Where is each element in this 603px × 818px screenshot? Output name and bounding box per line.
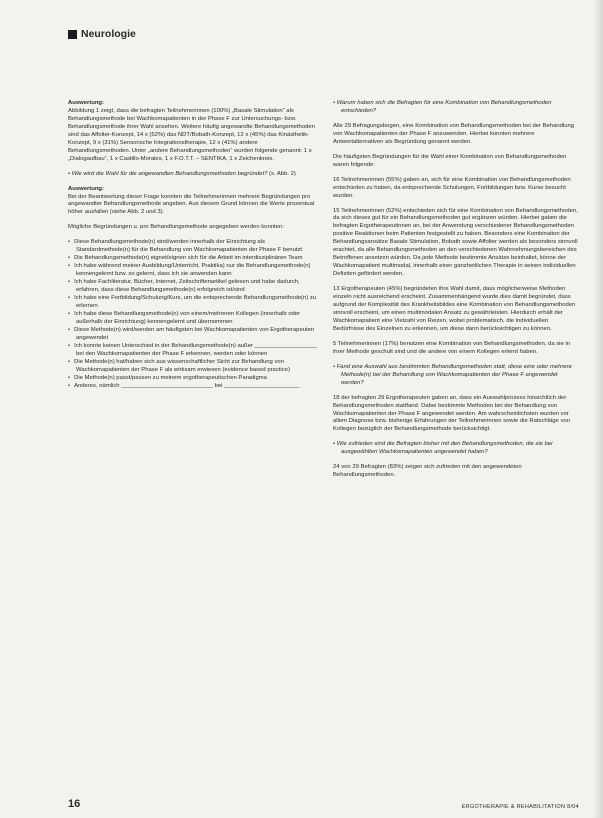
list-item: • Ich habe während meiner Ausbildung/Unterricht, Praktika) nur die Behandlungsmethode(n) kennengelernt bzw. so gelernt, dass ich sie anwenden kann xyxy=(68,263,320,279)
list-item: • Ich konnte keinen Unterschied in der Behandlungsmethode(n) außer ___________________ bei den Wachkomapatienten der Phase F erkennen, werden oder können xyxy=(68,343,320,359)
paragraph: 5 Teilnehmerinnen (17%) benutzen eine Kombination von Behandlungsmethoden, da sie in ihrer Methode geschult sind und die andere von einem Kollegen erlernt haben. xyxy=(333,340,570,355)
paragraph: Alle 29 Befragungsbogen, eine Kombination von Behandlungsmethoden bei der Behandlung von Wachkomapatienten der Phase F anzuwenden. Hierbei konnten mehrere Antwortalternativen als Begründung genannt werden. xyxy=(333,122,575,145)
paragraph: 24 von 29 Befragten (83%) zeigen sich zufrieden mit den angewendeten Behandlungsmethoden. xyxy=(333,464,522,479)
heading-auswertung-2: Auswertung: xyxy=(68,185,104,192)
paragraph: Mögliche Begründungen u. pro Behandlungsmethode angegeben werden konnten: xyxy=(68,224,284,231)
list-item: • Ich habe diese Behandlungsmethode(n) von einem/mehreren Kollegen (innerhalb oder außerhalb der Einrichtung) kennengelernt und übernommen xyxy=(68,311,320,327)
page-edge-shadow xyxy=(593,0,603,818)
list-item: • Diese Methode(n) wird/werden am häufigsten bei Wachkomapatienten von Ergotherapeuten angewendet xyxy=(68,327,320,343)
heading-auswertung-1: Auswertung: xyxy=(68,100,104,106)
paragraph: Die häufigsten Begründungen für die Wahl einer Kombination von Behandlungsmethoden waren folgende: xyxy=(333,153,567,168)
section-header xyxy=(68,28,136,40)
section-title: Neurologie xyxy=(81,28,136,40)
question: • Wie zufrieden sind die Befragten bisher mit den Behandlungsmethoden, die sie bei ausgewählten Wachkomapatienten angewendet haben? xyxy=(333,441,553,456)
question: • Fand eine Auswahl aus bestimmten Behandlungsmethoden statt, diese eine oder mehrere Methode(n) bei der Behandlung von Wachkomapatienten der Phase F angewendet werden? xyxy=(333,363,572,386)
question: • Wie wird die Wahl für die angewandten Behandlungsmethoden begründet? (s. Abb. 2) xyxy=(68,170,296,177)
list-item: • Die Behandlungsmethode(n) eignet/eignen sich für die Arbeit im interdisziplinären Team xyxy=(68,255,320,263)
reason-list xyxy=(68,239,320,390)
paragraph: 18 der befragten 29 Ergotherapeuten gaben an, dass ein Auswahlprozess hinsichtlich der Behandlungsmethoden stattfand. Dabei bestimmte Methoden bei der Behandlung von Wachkomapatienten der Phase F angewendet werden. Am wahrscheinlichsten wurden vor allem Diagnose bzw. bisherige Erfahrungen der Teilnehmerinnen sowie die Ratschläge von Kollegen bezüglich der Behandlungsmethode berücksichtigt. xyxy=(333,394,570,433)
journal-footer: ERGOTHERAPIE & REHABILITATION 8/04 xyxy=(461,804,579,810)
square-bullet-icon xyxy=(68,30,77,39)
question-text: Wie wird die Wahl für die angewandten Behandlungsmethoden begründet? xyxy=(71,170,268,177)
paragraph: Bei der Beantwortung dieser Frage konnten die Teilnehmerinnen mehrere Begründungen pro angewandter Behandlungsmethode angeben. Aus diesem Grund können die Werte prozentual höher ausfallen (siehe Abb. 2 und 3). xyxy=(68,193,315,216)
list-item: • Die Methode(n) passt/passen zu meinem ergotherapeutischen Paradigma xyxy=(68,375,320,383)
left-column xyxy=(68,100,320,397)
right-column xyxy=(333,100,578,487)
question-text: Fand eine Auswahl aus bestimmten Behandlungsmethoden statt, diese eine oder mehrere Methode(n) bei der Behandlung von Wachkomapatienten der Phase F angewendet werden? xyxy=(336,363,572,386)
list-item: • Ich habe Fachliteratur, Bücher, Internet, Zeitschriftenartikel gelesen und habe dadurch, erfahren, dass diese Behandlungsmethode(n) erfolgreich ist/sind xyxy=(68,279,320,295)
figure-reference: (s. Abb. 2) xyxy=(269,170,296,177)
question-text: Warum haben sich die Befragten für eine Kombination von Behandlungsmethoden entschieden? xyxy=(336,100,552,114)
question: • Warum haben sich die Befragten für eine Kombination von Behandlungsmethoden entschieden? xyxy=(333,100,552,114)
paragraph: 15 Teilnehmerinnen (52%) entschieden sich für eine Kombination von Behandlungsmethoden, da sich dieses gut für ein Behandlungsmethoden gut ergänzen würden. Hierbei gaben die befragten Ergotherapeutinnen an, bei der Anwendung verschiedener Behandlungsmethoden positive Reaktionen beim Patienten festgestellt zu haben. Besonders eine Kombination der Behandlungsansätze Basale Stimulation, Bobath sowie Affolter werden als besonders sinnvoll erachtet, da alle Behandlungsmethoden an den verschiedenen Wahrnehmungsbereichen des Betroffenen ansetzen würden. Da jede Methode bestimmte Ansätze beinhaltet, könne der Wachkomapatient multimodal, innerhalb einer ganzheitlichen Therapie in seinen individuellen Defiziten gefördert werden. xyxy=(333,207,578,278)
list-item: • Ich habe eine Fortbildung/Schulung/Kurs, um die entsprechende Behandlungsmethode(n) zu erlernen xyxy=(68,295,320,311)
list-item: • Diese Behandlungsmethode(n) wird/werden innerhalb der Einrichtung als Standardmethode(n) für die Behandlung von Wachkomapatienten der Phase F benutzt xyxy=(68,239,320,255)
list-item: • Die Methode(n) hat/haben sich aus wissenschaftlicher Sicht zur Behandlung von Wachkomapatienten der Phase F als wirksam erwiesen (evidence based practice) xyxy=(68,359,320,375)
paragraph: 13 Ergotherapeuten (45%) begründeten ihre Wahl damit, dass möglicherweise Methoden einzeln nicht ausreichend erscheint. Zusammenhängend wurde dies damit begründet, dass aufgrund der Komplexität des Krankheitsbildes eine Kombination von Behandlungsmethoden sinnvoll erscheint, um einen multimodalen Ansatz zu gewährleisten. Hierdurch erhält der Wachkomapatient eine Vielzahl von Reizen, wobei problematisch, die individuellen Bedürfnisse des Einzelnen zu erkennen, um diese dann berücksichtigen zu können. xyxy=(333,286,576,332)
list-item: • Anderes, nämlich ____________________________ bei _______________________ xyxy=(68,383,320,391)
question-text: Wie zufrieden sind die Befragten bisher mit den Behandlungsmethoden, die sie bei ausgewählten Wachkomapatienten angewendet haben? xyxy=(336,441,553,456)
page-number: 16 xyxy=(68,798,81,810)
paragraph: Abbildung 1 zeigt, dass die befragten Teilnehmerinnen (100%) „Basale Stimulation“ als Behandlungsmethode bei Wachkomapatienten in der Phase F zur Untersuchungs- bzw. Behandlungsmethode ihrer Wahl ansehen. Weitere häufig angewandte Behandlungsmethoden sind das Affolter-Konzept, 14 x (52%) das NDT/Bobath-Konzept, 12 x (45%) das Kinästhetik-Konzept, 9 x (31%) Sensorische Integrationstherapie, 12 x (41%) andere Behandlungsmethoden. Unter „andere Behandlungsmethoden“ wurden folgende genannt: 1 x „Dialogaufbau“, 1 x Castillo-Morales, 1 x F.O.T.T. – SENTIKA, 1 x Zeichenkreis. xyxy=(68,107,315,162)
paragraph: 16 Teilnehmerinnen (55%) gaben an, sich für eine Kombination von Behandlungsmethoden entschieden zu haben, da entsprechende Schulungen, Fortbildungen bzw. Kurse besucht wurden. xyxy=(333,176,571,199)
